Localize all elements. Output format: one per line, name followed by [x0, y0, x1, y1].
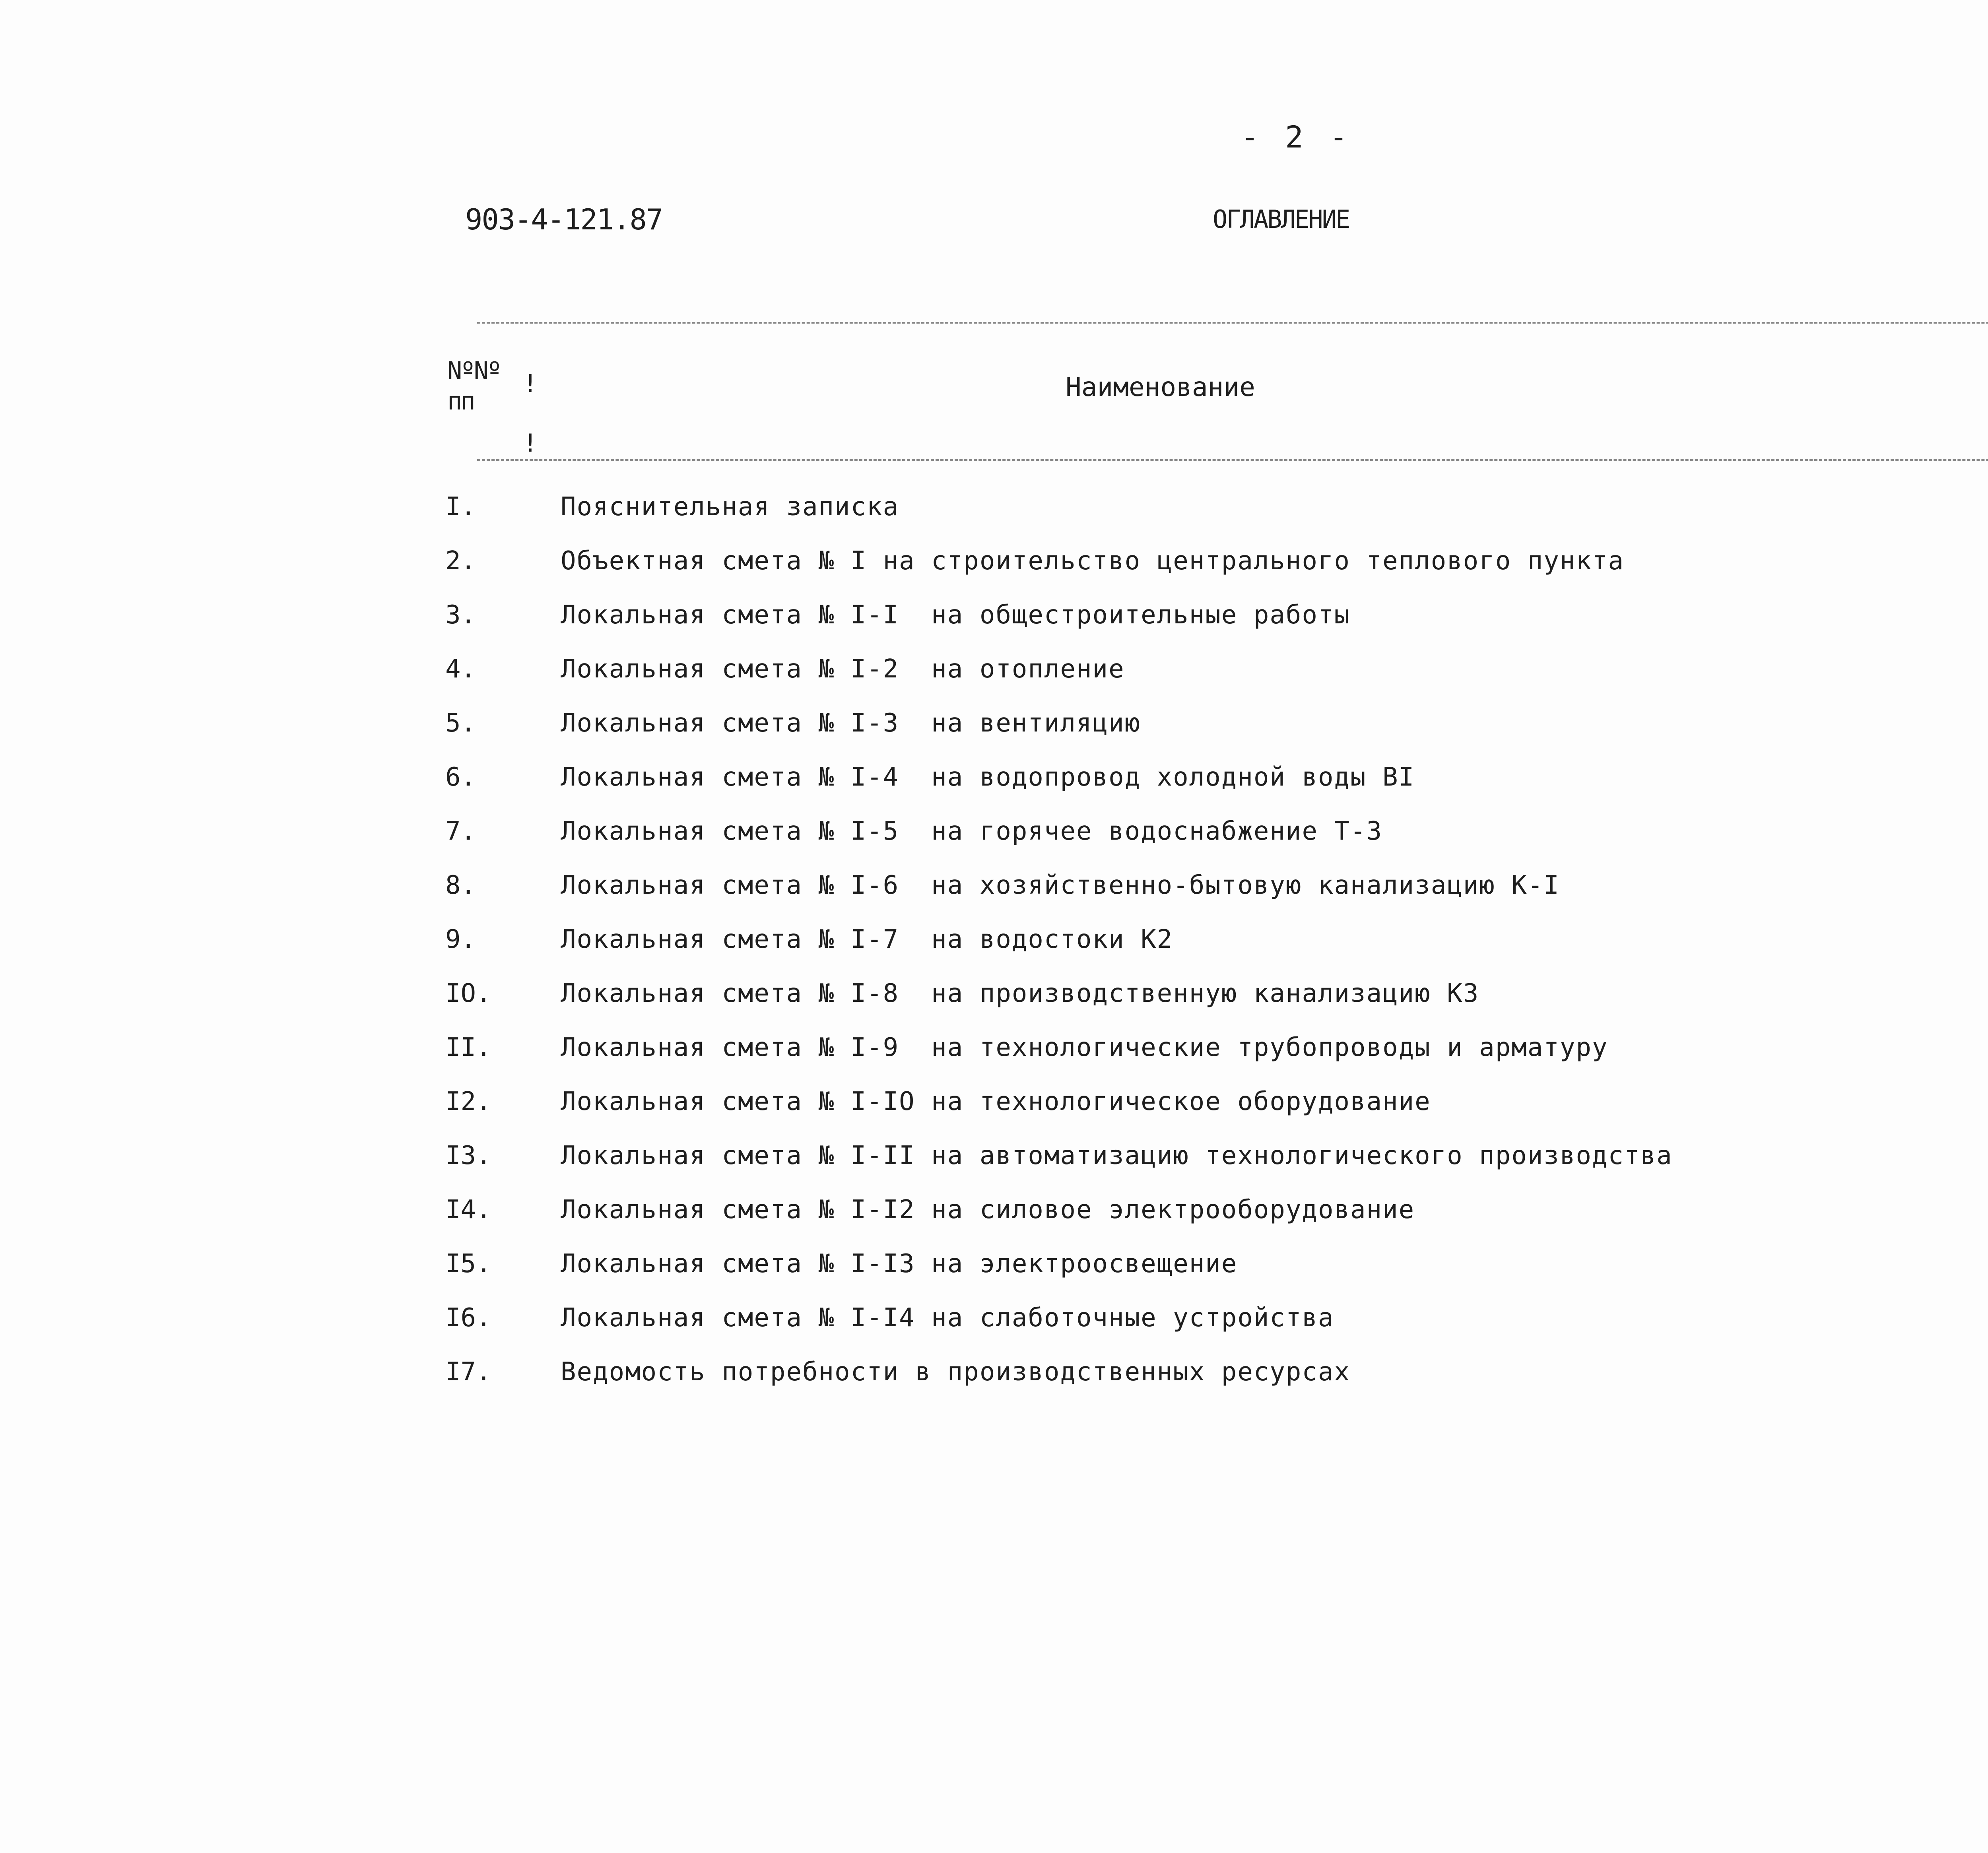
toc-entry: [445, 541, 1988, 595]
toc-entry-title: Локальная смета № I-I на общестроительные работы: [561, 600, 1351, 630]
page-title: ОГЛАВЛЕНИЕ: [1213, 205, 1349, 234]
toc-entry: [445, 974, 1988, 1028]
toc-entry-title: Локальная смета № I-3 на вентиляцию: [561, 708, 1141, 738]
page-number: - 2 -: [1241, 119, 1352, 155]
toc-entry-number: 2.: [445, 546, 476, 576]
toc-entry-number: I6.: [445, 1303, 491, 1333]
toc-entry: [445, 649, 1988, 703]
toc-entry: [445, 757, 1988, 811]
toc-entry: [445, 703, 1988, 757]
toc-entry: [445, 1082, 1988, 1136]
toc-entry-number: I4.: [445, 1195, 491, 1224]
toc-entry-number: I3.: [445, 1141, 491, 1170]
header-name-column: Наименование: [1066, 372, 1255, 402]
toc-entry-title: Локальная смета № I-4 на водопровод холодной воды BI: [561, 763, 1415, 792]
toc-entry-title: Пояснительная записка: [561, 492, 899, 522]
toc-entry: [445, 1298, 1988, 1352]
toc-entry-title: Локальная смета № I-9 на технологические трубопроводы и арматуру: [561, 1033, 1608, 1062]
header-number-line1: NºNº: [447, 356, 501, 385]
toc-entry-number: 8.: [445, 871, 476, 900]
toc-entry: [445, 1190, 1988, 1244]
toc-entry: [445, 595, 1988, 649]
toc-entry-title: Локальная смета № I-II на автоматизацию технологического производства: [561, 1141, 1673, 1170]
toc-entry-title: Объектная смета № I на строительство центрального теплового пункта: [561, 546, 1625, 576]
toc-entry-number: 6.: [445, 763, 476, 792]
toc-entry: [445, 1136, 1988, 1190]
document-code: 903-4-121.87: [465, 203, 663, 236]
toc-entry-number: 4.: [445, 654, 476, 684]
header-separator-left: ! !: [523, 369, 538, 458]
header-rule-top: [477, 322, 1988, 324]
toc-entry-title: Локальная смета № I-2 на отопление: [561, 654, 1125, 684]
toc-entry-title: Ведомость потребности в производственных ресурсах: [561, 1357, 1351, 1387]
toc-entry: [445, 865, 1988, 920]
toc-entry-number: 9.: [445, 925, 476, 954]
toc-entry-title: Локальная смета № I-6 на хозяйственно-бытовую канализацию К-I: [561, 871, 1560, 900]
toc-entry: [445, 1028, 1988, 1082]
toc-list: [445, 487, 1988, 1406]
toc-entry-number: I5.: [445, 1249, 491, 1279]
toc-entry: [445, 487, 1988, 541]
toc-entry-number: IO.: [445, 979, 491, 1008]
toc-entry-number: 5.: [445, 708, 476, 738]
toc-entry-title: Локальная смета № I-5 на горячее водоснабжение Т-3: [561, 817, 1383, 846]
toc-entry: [445, 1352, 1988, 1406]
header-rule-bottom: [477, 459, 1988, 461]
toc-entry-title: Локальная смета № I-IO на технологическое оборудование: [561, 1087, 1431, 1116]
toc-entry-number: I2.: [445, 1087, 491, 1116]
header-number-line2: пп: [447, 386, 474, 415]
toc-entry-number: 3.: [445, 600, 476, 630]
toc-entry: [445, 1244, 1988, 1298]
toc-entry: [445, 811, 1988, 865]
toc-entry-title: Локальная смета № I-I3 на электроосвещение: [561, 1249, 1238, 1279]
toc-entry-title: Локальная смета № I-7 на водостоки К2: [561, 925, 1173, 954]
header-number-column: [447, 356, 507, 416]
toc-entry-title: Локальная смета № I-I4 на слаботочные устройства: [561, 1303, 1334, 1333]
toc-entry-number: II.: [445, 1033, 491, 1062]
toc-entry-number: I.: [445, 492, 476, 522]
toc-entry-title: Локальная смета № I-8 на производственную канализацию К3: [561, 979, 1479, 1008]
toc-entry-number: 7.: [445, 817, 476, 846]
toc-entry-number: I7.: [445, 1357, 491, 1387]
toc-entry-title: Локальная смета № I-I2 на силовое электрооборудование: [561, 1195, 1415, 1224]
toc-entry: [445, 920, 1988, 974]
